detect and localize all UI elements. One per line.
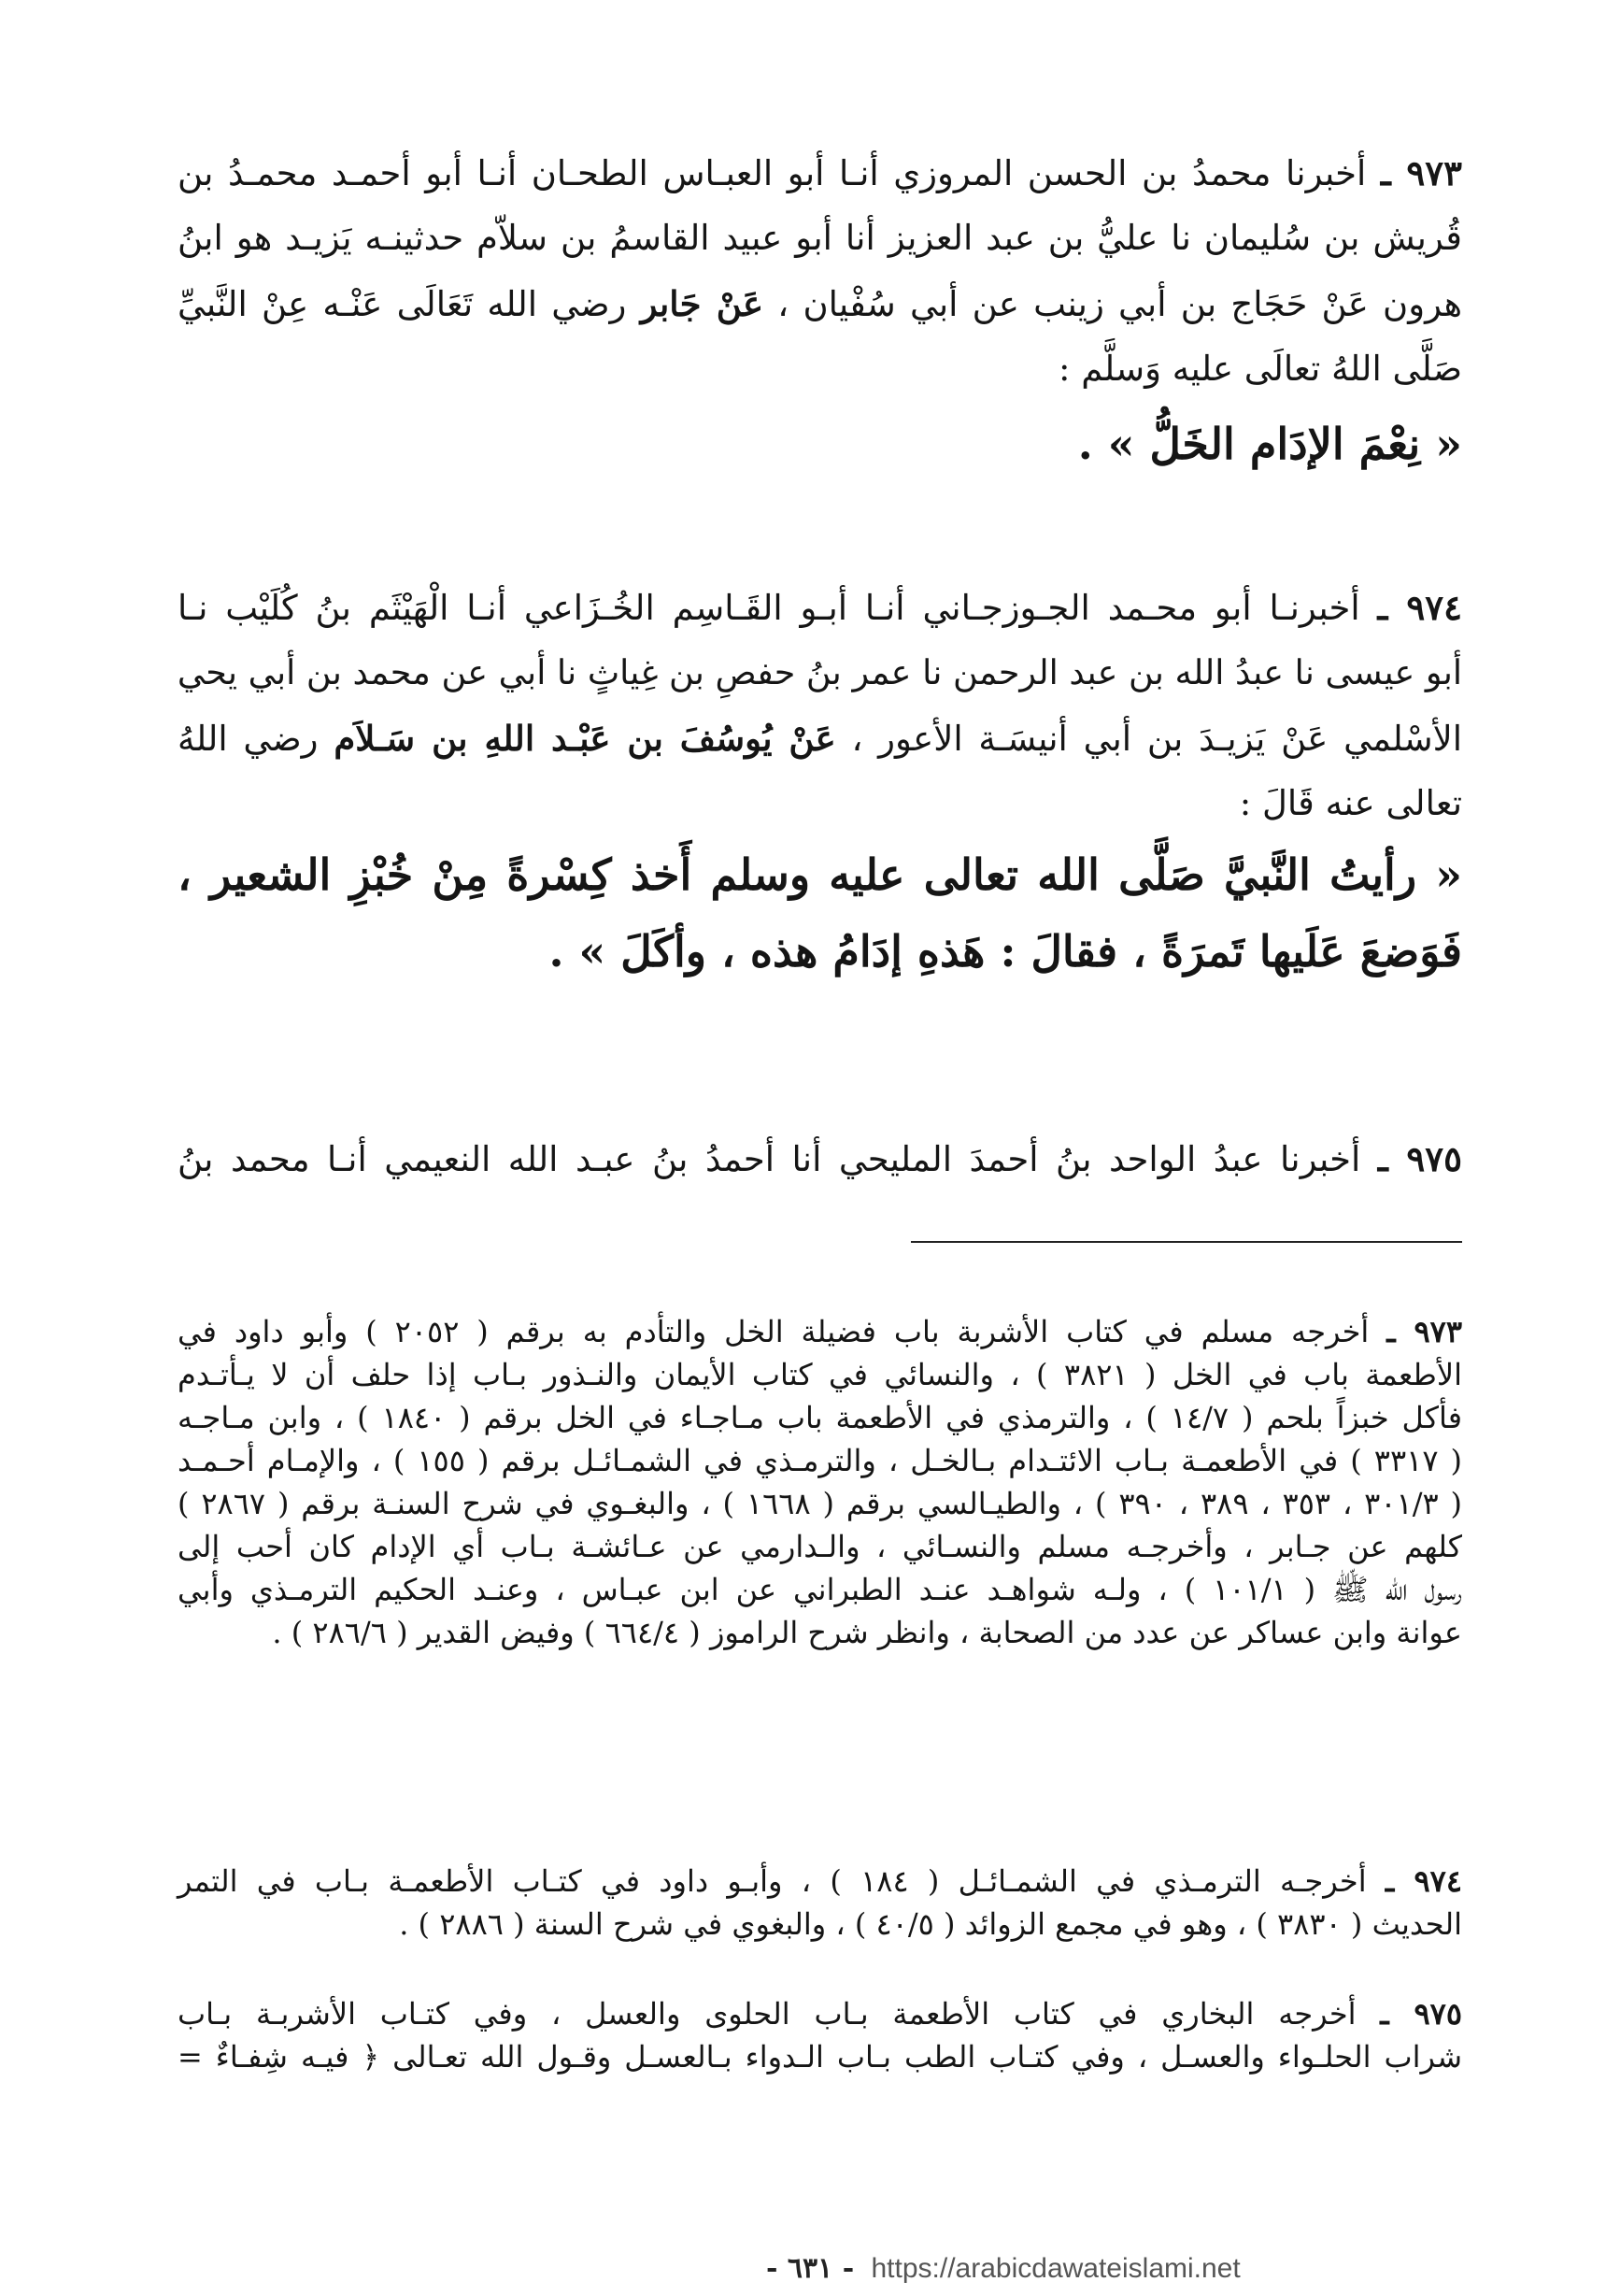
hadith-974-line-4: تعالى عنه قَالَ : (1239, 783, 1462, 823)
footnote-number: ٩٧٤ ـ (1385, 1863, 1463, 1899)
hadith-974-line-1 (178, 575, 1462, 640)
isnad-text: رضي الله تَعَالَى عَنْـه عِنْ النَّبيِّ (178, 284, 627, 324)
companion-narrator: عَنْ جَابر (640, 283, 764, 324)
footnote-line: فأكل خبزاً بلحم ( ١٤/٧ ) ، والترمذي في الأطعمة باب مـاجـاء في الخل برقم ( ١٨٤٠ ) ، وابن مـاجـه (178, 1400, 1463, 1435)
footnote-975 (178, 1992, 1462, 2078)
footnote-text: أخرجه مسلم في كتاب الأشربة باب فضيلة الخل والتأدم به برقم ( ٢٠٥٢ ) وأبو داود في (178, 1314, 1370, 1349)
page-footer (766, 2252, 1241, 2285)
isnad-text: رضي اللهُ (178, 719, 319, 759)
hadith-number: ٩٧٤ ـ (1377, 587, 1462, 628)
footnote-number: ٩٧٥ ـ (1380, 1996, 1462, 2032)
isnad-text: أخبرنا محمدُ بن الحسن المروزي أنـا أبو العبـاس الطحـان أنـا أبو أحمـد محمـدُ بن (178, 153, 1367, 193)
isnad-text: أخبرنـا أبو محـمد الجـوزجـاني أنـا أبـو القَـاسِم الخُـزَاعي أنـا الْهَيْثَم بنُ كُلَيْب نـا (178, 588, 1360, 628)
watermark-url: https://arabicdawateislami.net (871, 2253, 1241, 2284)
hadith-number: ٩٧٣ ـ (1380, 152, 1462, 193)
footnote-text: أخرجـه الترمـذي في الشمـائـل ( ١٨٤ ) ، وأبـو داود في كتـاب الأطعمـة بـاب في التمر (178, 1863, 1367, 1899)
hadith-973-line-1 (178, 140, 1462, 206)
footnote-line: كلهم عن جـابر ، وأخرجـه مسلم والنسـائي ، والـدارمي عن عـائشـة بـاب أي الإدام كان أحب إلى (178, 1529, 1462, 1564)
footnote-line: رسول الله ﷺ ( ١٠١/١ ) ، ولـه شواهـد عنـد الطبراني عن ابن عبـاس ، وعنـد الحكيم الترمـذي وأبي (178, 1572, 1463, 1607)
hadith-974-matn-1: « رأيتُ النَّبيَّ صَلَّى الله تعالى عليه وسلم أَخذ كِسْرةً مِنْ خُبْزِ الشعير ، (178, 849, 1462, 900)
footnote-number: ٩٧٣ ـ (1386, 1314, 1463, 1349)
hadith-973-line-4: صَلَّى اللهُ تعالَى عليه وَسلَّم : (1058, 349, 1462, 389)
hadith-974-line-3 (178, 706, 1462, 771)
hadith-974-matn-2: فَوَضعَ عَلَيها تَمرَةً ، فقالَ : هَذهِ إدَامُ هذه ، وأكَلَ » . (548, 926, 1462, 977)
footnote-line (178, 1992, 1462, 2035)
companion-narrator: عَنْ يُوسُفَ بن عَبْـد اللهِ بن سَـلاَم (334, 718, 836, 759)
footnote-line: عوانة وابن عساكر عن عدد من الصحابة ، وانظر شرح الراموز ( ٦٦٤/٤ ) وفيض القدير ( ٢٨٦/٦ ) . (272, 1615, 1462, 1650)
hadith-973-matn: « نِعْمَ الإدَام الخَلُّ » . (1077, 419, 1462, 469)
footnote-line (178, 1860, 1462, 1903)
footnote-text: أخرجه البخاري في كتاب الأطعمة بـاب الحلوى والعسل ، وفي كتـاب الأشربـة بـاب (178, 1996, 1357, 2032)
hadith-973-line-2: قُريش بن سُليمان نا عليُّ بن عبد العزيز أنا أبو عبيد القاسمُ بن سلاّم حدثينـه يَزيـد هو ابنُ (178, 218, 1462, 258)
footnote-line (178, 1310, 1462, 1353)
isnad-text: أخبرنا عبدُ الواحد بنُ أحمدَ المليحي أنا أحمدُ بنُ عبـد الله النعيمي أنـا محمد بنُ (178, 1139, 1361, 1179)
hadith-974 (178, 575, 1462, 990)
hadith-974-line-2: أبو عيسى نا عبدُ الله بن عبد الرحمن نا عمر بنُ حفصِ بن غِياثٍ نا أبي عن محمد بن أبي يحي (177, 652, 1462, 692)
isnad-text: الأسْلمي عَنْ يَزيـدَ بن أبي أنيسَـة الأعور ، (851, 719, 1463, 759)
hadith-973-line-3 (178, 271, 1462, 336)
hadith-number: ٩٧٥ ـ (1377, 1138, 1462, 1179)
footnote-973 (178, 1310, 1462, 1654)
footnote-divider (911, 1241, 1462, 1243)
footnote-line: الأطعمة باب في الخل ( ٣٨٢١ ) ، والنسائي في كتاب الأيمان والنـذور بـاب إذا حلف أن لا يـأتـدم (178, 1357, 1463, 1392)
footnote-line: ( ٣٣١٧ ) في الأطعمـة بـاب الائتـدام بـالخـل ، والترمـذي في الشمـائـل برقم ( ١٥٥ ) ، والإمـام أحـمـد (178, 1443, 1463, 1478)
footnote-line: ( ٣٠١/٣ ، ٣٥٣ ، ٣٨٩ ، ٣٩٠ ) ، والطيـالسي برقم ( ١٦٦٨ ) ، والبغـوي في شرح السنـة برقم ( ٢٨٦٧ ) (178, 1486, 1463, 1521)
isnad-text: هرون عَنْ حَجَاج بن أبي زينب عن أبي سُفْيان ، (777, 284, 1462, 324)
footnote-974 (178, 1860, 1462, 1946)
hadith-975 (178, 1126, 1462, 1191)
footnote-line: الحديث ( ٣٨٣٠ ) ، وهو في مجمع الزوائد ( ٤٠/٥ ) ، والبغوي في شرح السنة ( ٢٨٨٦ ) . (399, 1906, 1462, 1942)
hadith-973 (178, 140, 1462, 486)
footnote-line: شراب الحلـواء والعسـل ، وفي كتـاب الطب بـاب الـدواء بـالعسـل وقـول الله تعـالى ﴿ فيـه شِفـاءٌ = (178, 2039, 1462, 2075)
page-number: - ٦٣١ - (766, 2252, 855, 2285)
hadith-975-line-1 (178, 1126, 1462, 1191)
